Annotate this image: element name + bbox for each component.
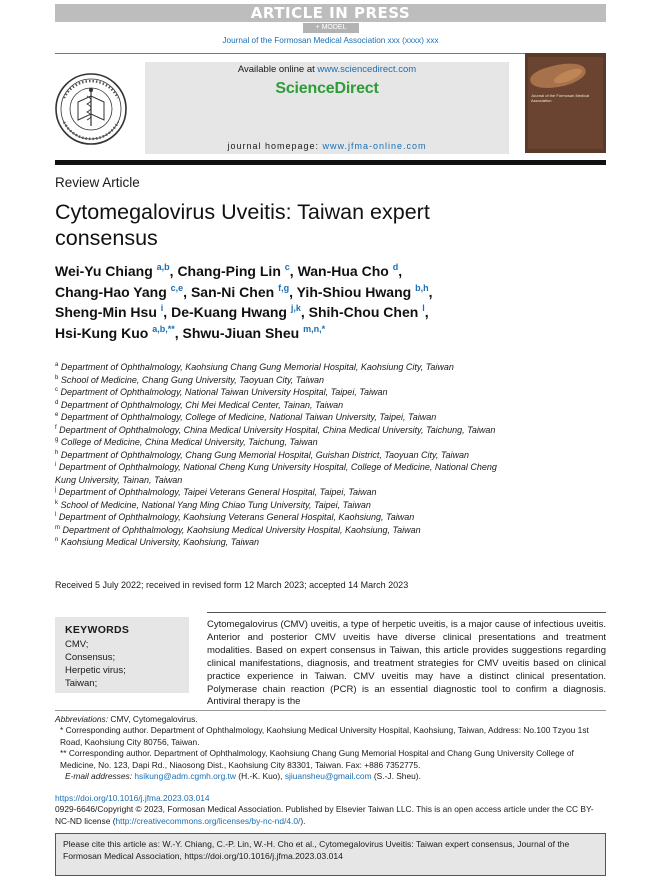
affiliation-marker: i [55,462,57,468]
abbreviations-text: CMV, Cytomegalovirus. [108,714,198,724]
copyright-end: ). [300,815,306,826]
affiliation-text: Department of Ophthalmology, National Cheng Kung University Hospital, College of Medicine, National Cheng Kung University, Tainan, Taiwan [55,462,497,485]
author-name: Shih-Chou Chen [308,304,423,320]
available-prefix: Available online at [237,64,318,75]
author-name: Hsi-Kung Kuo [55,324,153,341]
author-separator: , [289,283,297,300]
affiliation-item [55,374,515,387]
author-affiliation-marker[interactable]: f,g [278,282,290,293]
email-addresses [55,771,606,782]
affiliation-text: Department of Ophthalmology, National Taiwan University Hospital, Taipei, Taiwan [58,387,388,397]
affiliation-item [55,486,515,499]
author-name: Chang-Hao Yang [55,283,171,300]
corresponding-author-2: ** Corresponding author. Department of Ophthalmology, Kaohsiung Chang Gung Memorial Hospital and Chang Gung University College of Medicine, No. 123, Dapi Rd., Niaosong Dist., Kaohsiung City 83301, Taiwan. Fax: +886 7352775. [60,748,574,770]
available-online [145,64,509,75]
author-list [55,261,525,343]
sciencedirect-link[interactable]: www.sciencedirect.com [317,64,417,75]
affiliation-marker: d [55,399,59,406]
keywords-list [65,638,126,690]
affiliation-marker: a [55,362,59,368]
affiliation-text: Department of Ophthalmology, Chi Mei Medical Center, Tainan, Taiwan [58,399,344,410]
affiliation-item [55,449,515,462]
affiliation-text: Department of Ophthalmology, College of Medicine, National Taiwan University, Taipei, Taiwan [58,412,437,422]
copyright-text [55,804,606,827]
homepage-prefix: journal homepage: [227,141,323,151]
affiliation-item [55,424,515,437]
journal-homepage [145,141,509,151]
article-in-press-banner: ARTICLE IN PRESS [55,4,606,22]
citation-box: Please cite this article as: W.-Y. Chiang, C.-P. Lin, W.-H. Cho et al., Cytomegalovirus Uveitis: Taiwan expert consensus, Journal of the Formosan Medical Association, https://doi.org/10.1016/j.jfma.2023.03.014 [55,833,606,876]
affiliation-item [55,411,515,424]
header-divider [55,53,606,54]
author-separator: , [183,283,191,300]
cover-title: Journal of the Formosan Medical Association [531,93,590,103]
affiliation-text: Department of Ophthalmology, Chang Gung Memorial Hospital, Guishan District, Taoyuan City, Taiwan [58,449,470,460]
affiliation-text: Department of Ophthalmology, Kaohsiung Veterans General Hospital, Kaohsiung, Taiwan [56,512,415,522]
author-affiliation-marker[interactable]: j,k [290,303,301,313]
doi-link[interactable]: https://doi.org/10.1016/j.jfma.2023.03.014 [55,793,210,803]
abstract-divider [207,612,606,613]
affiliations [55,361,515,549]
author-name: San-Ni Chen [190,283,279,300]
affiliation-text: Department of Ophthalmology, Kaohsiung Medical University Hospital, Kaohsiung, Taiwan [60,524,421,535]
affiliation-marker: c [55,387,58,393]
received-dates: Received 5 July 2022; received in revised form 12 March 2023; accepted 14 March 2023 [55,580,409,590]
copyright-statement: 0929-6646/Copyright © 2023, Formosan Medical Association. Published by Elsevier Taiwan LLC. This is an open access article under the CC BY-NC-ND license ( [55,804,594,826]
email-label: E-mail addresses: [65,771,133,782]
author-affiliation-marker[interactable]: b,h [415,282,429,293]
author-affiliation-marker[interactable]: d [392,262,399,272]
author-name: Yih-Shiou Hwang [296,283,416,300]
affiliation-marker: l [55,512,57,518]
author-name: Wei-Yu Chiang [55,263,157,279]
email-owner-kuo: (H.-K. Kuo), [235,771,285,782]
author-separator: , [174,324,183,341]
affiliation-marker: b [55,374,59,381]
email-link-sheu[interactable]: sjiuansheu@gmail.com [284,771,372,782]
abstract-text: Cytomegalovirus (CMV) uveitis, a type of herpetic uveitis, is a major cause of infectious uveitis. Anterior and posterior CMV uveitis have diverse clinical presentations and treatment modalities. Based on expert consensus in Taiwan, this article provides suggestions regarding clinical manifestations, diagnosis, and treatment strategies for CMV uveitis based on clinical practice experience in Taiwan. CMV uveitis may have a distinct clinical presentation. Polymerase chain reaction (PCR) is an essential diagnostic tool to confirm a diagnosis. Antiviral therapy is the [207,619,606,708]
keyword-item: Herpetic virus; [65,665,126,676]
journal-reference[interactable]: Journal of the Formosan Medical Association xxx (xxxx) xxx [222,36,439,45]
affiliation-text: School of Medicine, National Yang Ming Chiao Tung University, Taipei, Taiwan [58,499,371,510]
affiliation-text: Kaohsiung Medical University, Kaohsiung, Taiwan [58,537,259,547]
keywords-heading: KEYWORDS [65,624,130,636]
abbreviations-label: Abbreviations: [55,714,109,724]
author-affiliation-marker[interactable]: m,n,* [303,323,326,334]
affiliation-marker: m [55,524,60,531]
affiliation-text: Department of Ophthalmology, Kaohsiung Chang Gung Memorial Hospital, Kaohsiung City, Taiwan [58,362,454,372]
affiliation-item [55,436,515,449]
affiliation-marker: g [55,437,59,443]
email-owner-sheu: (S.-J. Sheu). [371,771,421,782]
author-name: Sheng-Min Hsu [55,304,161,320]
sciencedirect-logo[interactable]: ScienceDirect [275,80,379,97]
affiliation-marker: j [55,487,57,493]
email-link-kuo[interactable]: hsikung@adm.cgmh.org.tw [134,771,236,782]
author-affiliation-marker[interactable]: c [284,262,290,272]
affiliation-item [55,499,515,512]
author-name: Wan-Hua Cho [297,263,393,279]
affiliation-item [55,524,515,537]
affiliation-text: School of Medicine, Chang Gung University, Taoyuan City, Taiwan [58,374,324,385]
affiliation-text: Department of Ophthalmology, China Medical University Hospital, China Medical University, Taichung, Taiwan [56,424,496,435]
affiliation-text: Department of Ophthalmology, Taipei Veterans General Hospital, Taipei, Taiwan [56,487,377,497]
keyword-item: Consensus; [65,652,116,663]
author-separator: , [289,263,298,279]
affiliation-item [55,386,515,399]
keyword-item: Taiwan; [65,678,98,689]
footnotes [55,714,606,782]
affiliation-marker: e [55,412,59,418]
author-separator: , [169,263,178,279]
author-name: Chang-Ping Lin [177,263,285,279]
affiliation-item [55,536,515,549]
affiliation-marker: n [55,537,59,543]
affiliation-marker: f [55,424,57,431]
affiliation-item [55,511,515,524]
article-title: Cytomegalovirus Uveitis: Taiwan expert consensus [55,200,430,250]
author-separator: , [428,283,433,300]
abbreviations-note [55,714,606,725]
affiliation-item [55,361,515,374]
corresponding-author-1: * Corresponding author. Department of Ophthalmology, Kaohsiung Medical University Hospital, Kaohsiung, Taiwan, Address: No.100 Tzyou 1st Road, Kaohsiung City 80756, Taiwan. [60,725,589,747]
header-rule [55,160,606,165]
author-affiliation-marker[interactable]: a,b [156,262,170,272]
model-tag: + MODEL [303,23,359,33]
doi-copyright [55,793,606,827]
author-separator: , [300,304,309,320]
author-affiliation-marker[interactable]: c,e [170,282,184,293]
affiliation-marker: h [55,449,59,456]
author-affiliation-marker[interactable]: i [160,303,164,313]
author-separator: , [424,304,429,320]
author-name: Shwu-Jiuan Sheu [182,324,304,341]
footnote-divider [55,710,606,711]
article-type: Review Article [55,175,140,190]
affiliation-marker: k [55,499,58,506]
association-seal-icon [54,68,128,150]
keyword-item: CMV; [65,639,89,650]
affiliation-item [55,461,515,486]
author-affiliation-marker[interactable]: a,b,** [152,323,175,334]
affiliation-text: College of Medicine, China Medical University, Taichung, Taiwan [58,437,318,447]
journal-cover[interactable] [525,53,606,153]
author-affiliation-marker[interactable]: l [422,303,425,313]
license-link[interactable]: http://creativecommons.org/licenses/by-nc-nd/4.0/ [115,815,301,826]
author-separator: , [163,304,172,320]
author-name: De-Kuang Hwang [171,304,291,320]
homepage-link[interactable]: www.jfma-online.com [322,141,427,151]
author-separator: , [398,263,403,279]
affiliation-item [55,399,515,412]
